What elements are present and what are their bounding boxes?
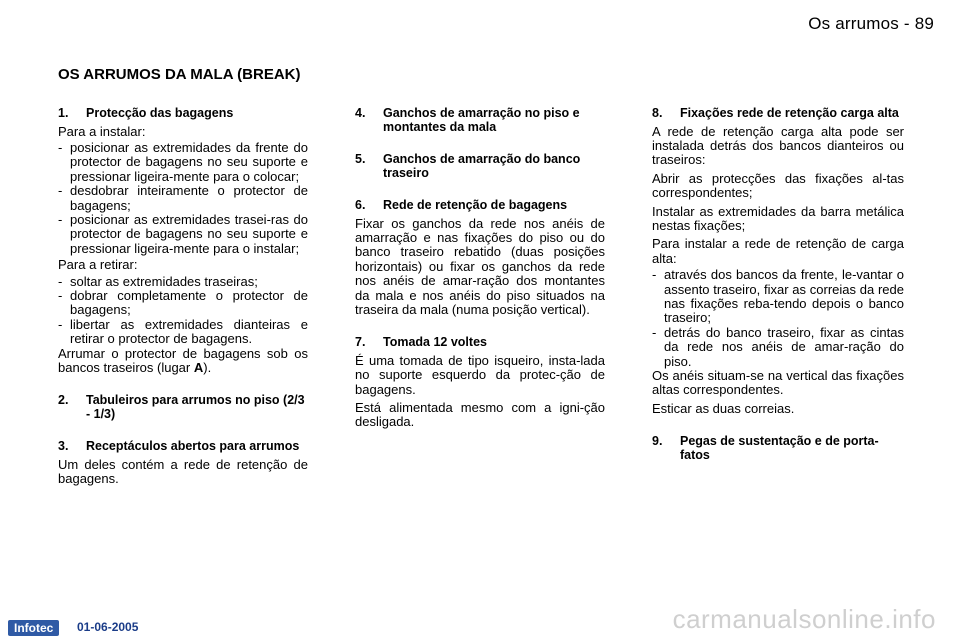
section-title: Ganchos de amarração do banco traseiro — [383, 152, 581, 180]
section-title: Ganchos de amarração no piso e montantes da mala — [383, 106, 580, 134]
bullet: - — [652, 324, 657, 340]
section-number: 2. — [58, 393, 69, 408]
list-item — [58, 141, 308, 184]
column-2 — [355, 107, 605, 434]
section-number: 7. — [355, 335, 366, 350]
list-item — [652, 326, 904, 369]
section-title: Tomada 12 voltes — [383, 335, 487, 350]
paragraph: Instalar as extremidades da barra metálica nestas fixações; — [652, 203, 904, 233]
paragraph: A rede de retenção carga alta pode ser instalada detrás dos bancos dianteiros ou traseiros: — [652, 123, 904, 168]
list-item — [58, 184, 308, 213]
section-title: Pegas de sustentação e de porta-fatos — [680, 434, 879, 462]
column-3 — [652, 107, 904, 466]
page-title: OS ARRUMOS DA MALA (BREAK) — [58, 66, 301, 83]
section-heading-3 — [58, 440, 308, 454]
install-intro: Para a instalar: — [58, 123, 146, 139]
section-heading-1 — [58, 107, 308, 121]
watermark: carmanualsonline.info — [672, 604, 936, 634]
paragraph: Um deles contém a rede de retenção de bagagens. — [58, 456, 308, 487]
section-title: Rede de retenção de bagagens — [383, 198, 568, 212]
section-number: 6. — [355, 198, 366, 212]
list-item — [58, 213, 308, 256]
list-text: posicionar as extremidades trasei-ras do protector de bagagens no seu suporte e pressionar ligeira-mente para o instalar; — [70, 211, 308, 256]
paragraph: Esticar as duas correias. — [652, 400, 795, 416]
footer-date: 01-06-2005 — [77, 620, 139, 634]
section-heading-5 — [355, 153, 605, 180]
list-item — [58, 318, 308, 347]
list-item — [652, 268, 904, 326]
list-text: detrás do banco traseiro, fixar as cintas da rede nos anéis de amar-ração do piso. — [664, 324, 904, 369]
section-title: Protecção das bagagens — [86, 106, 234, 120]
section-heading-9 — [652, 435, 904, 462]
infotec-logo: Infotec — [8, 620, 59, 636]
list-text: dobrar completamente o protector de bagagens; — [70, 287, 308, 318]
bullet: - — [58, 273, 63, 289]
page-header: Os arrumos - 89 — [808, 14, 934, 33]
bullet: - — [58, 287, 63, 303]
section-title: Tabuleiros para arrumos no piso (2/3 - 1/3) — [86, 393, 305, 421]
section-number: 5. — [355, 152, 366, 166]
section-heading-2 — [58, 394, 308, 421]
list-text: soltar as extremidades traseiras; — [70, 273, 258, 289]
section-heading-7 — [355, 336, 605, 350]
paragraph: Está alimentada mesmo com a igni-ção desligada. — [355, 400, 605, 430]
location-letter: A — [193, 360, 204, 375]
section-heading-4 — [355, 107, 605, 134]
bullet: - — [58, 316, 63, 332]
list-text: através dos bancos da frente, le-vantar o assento traseiro, fixar as correias da rede nas fixações reba-tendo depois o banco traseiro; — [664, 267, 904, 326]
bullet: - — [652, 267, 657, 283]
list-text: desdobrar inteiramente o protector de bagagens; — [70, 183, 308, 213]
section-number: 3. — [58, 439, 69, 454]
bullet: - — [58, 183, 63, 199]
list-text: posicionar as extremidades da frente do protector de bagagens no seu suporte e pressionar ligeira-mente para o colocar; — [70, 139, 308, 184]
list-item — [58, 275, 308, 289]
paragraph: Os anéis situam-se na vertical das fixações altas correspondentes. — [652, 368, 904, 398]
list-item — [58, 289, 308, 318]
bullet: - — [58, 211, 63, 227]
section-heading-6 — [355, 199, 605, 213]
section-number: 9. — [652, 434, 663, 449]
column-1 — [58, 107, 308, 491]
section-number: 8. — [652, 106, 663, 120]
remove-intro: Para a retirar: — [58, 257, 138, 273]
list-text: libertar as extremidades dianteiras e retirar o protector de bagagens. — [70, 316, 308, 347]
section-heading-8 — [652, 107, 904, 121]
section-title: Receptáculos abertos para arrumos — [86, 439, 300, 454]
section-title: Fixações rede de retenção carga alta — [680, 106, 899, 120]
section-number: 4. — [355, 106, 366, 120]
section-number: 1. — [58, 106, 69, 120]
store-text: Arrumar o protector de bagagens sob os bancos traseiros (lugar — [58, 345, 308, 375]
bullet: - — [58, 139, 63, 155]
store-text-end: ). — [203, 360, 212, 375]
paragraph: Fixar os ganchos da rede nos anéis de amarração e nas fixações do piso ou do banco traseiro rebatido (duas posições horizontais) ou fixar os ganchos da rede nos anéis de amar-ração dos montantes da mala e nos anéis do piso situados na traseira da mala (numa posição vertical). — [355, 215, 605, 317]
paragraph: Abrir as protecções das fixações al-tas correspondentes; — [652, 170, 904, 201]
paragraph: É uma tomada de tipo isqueiro, insta-lada no suporte esquerdo da protec-ção de bagagens. — [355, 352, 605, 397]
store-paragraph — [58, 347, 308, 376]
paragraph: Para instalar a rede de retenção de carga alta: — [652, 236, 904, 266]
